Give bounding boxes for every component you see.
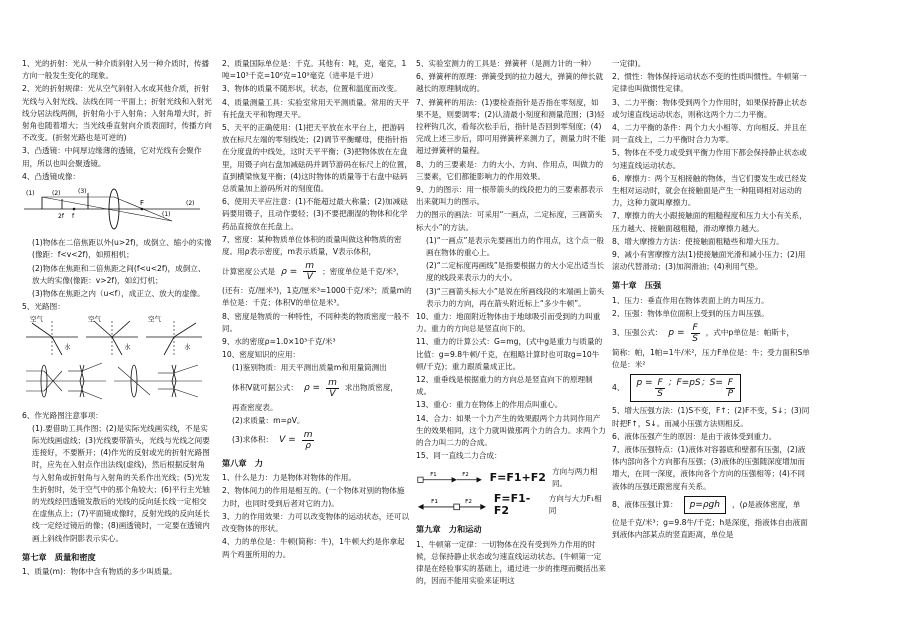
para-lookup-table: 再查密度表。 <box>232 402 278 412</box>
pressure-formula-suffix: ，式中p单位是：帕斯卡， <box>705 328 795 338</box>
pressure-formula-prefix: 3、压强公式： <box>612 328 663 338</box>
imaging-case-2: (2)物体在焦距和二倍焦距之间(f<u<2f)，成倒立、放大的实像(像距：v>2f)，如幻灯机； <box>32 263 206 285</box>
identify-denominator: V <box>329 388 336 399</box>
para-mutual-force: 2、物体间力的作用是相互的。(一个物体对别的物体施力时，也同时受到后者对它的力)。 <box>222 486 405 508</box>
fig2-water-3: 水 <box>184 343 191 352</box>
identify-formula-suffix: 求出物质密度， <box>344 383 399 393</box>
chapter-10-title: 第十章 压强 <box>612 280 662 291</box>
para-step-3: (3)“三画箭头标大小”是说在所画线段的末端画上箭头表示力的方向，再在箭头附近标上“多少牛顿”。 <box>426 286 605 308</box>
density-numerator: m <box>305 261 315 272</box>
volume-symbol: V = <box>279 435 296 446</box>
lens-diagram <box>22 185 212 235</box>
fig2-water-1: 水 <box>64 343 71 352</box>
para-increase-friction: 8、增大摩擦力方法：使接触面粗糙些和增大压力。 <box>612 236 784 246</box>
para-balance-usage: 5、天平的正确使用：(1)把天平放在水平台上，把游码放在标尺左端的零刻线处；(2)调节平衡螺母，使指针指在分度盘的中线处，这时天平平衡；(3)把物体放在左盘里，用镊子向右盘加减砝码并调节游码在标尺上的位置，直到横梁恢复平衡；(4)这时物体的质量等于右盘中砝码总质量加上游码所对的刻度值。 <box>222 123 412 194</box>
fig1-label-1: (1) <box>26 190 35 198</box>
liquid-pressure-suffix: ，(ρ是液体密度，单 <box>731 499 801 509</box>
density-denominator: V <box>306 272 313 283</box>
same-direction-composition <box>416 466 606 490</box>
para-law-continued: 一定律)。 <box>612 59 646 68</box>
para-what-is-force: 1、什么是力：力是物体对物体的作用。 <box>222 473 356 483</box>
para-identify-substance: (1)鉴别物质：用天平测出质量m和用量筒测出 <box>232 363 387 373</box>
pressure-variant-fraction-2 <box>726 378 735 399</box>
para-friction-size: 7、摩擦力的大小跟接触面的粗糙程度和压力大小有关系，压力越大、接触面越粗糙，滑动摩擦力越大。 <box>612 211 807 233</box>
chapter-8-title: 第八章 力 <box>222 458 263 469</box>
same-f2-label: F2 <box>462 471 469 478</box>
pressure-denominator: S <box>692 334 698 345</box>
pressure-variant-mid: ；F=pS；S= <box>667 378 723 389</box>
para-convex-lens: 3、凸透镜：中间厚边缘薄的透镜，它对光线有会聚作用，所以也叫会聚透镜。 <box>22 146 202 168</box>
same-direction-note: 方向与两力相同。 <box>551 466 598 488</box>
pressure-fraction <box>691 323 700 344</box>
para-mass-invariance: 3、物体的质量不随形状，状态，位置和温度而改变。 <box>222 84 402 94</box>
column-2 <box>222 58 412 630</box>
para-force-composition: 15、同一直线二力合成： <box>416 451 502 461</box>
liquid-pressure-box: p=ρgh <box>684 496 726 514</box>
imaging-case-3: (3)物体在焦距之内（u<f），成正立、放大的虚像。 <box>32 289 205 299</box>
variant-2-denominator: P <box>727 389 734 400</box>
ray-diagrams-svg <box>22 315 206 403</box>
lens-ray-panels <box>26 363 202 399</box>
same-direction-equation: F=F1+F2 <box>489 470 546 484</box>
identify-formula <box>222 378 412 399</box>
para-ray-notes-title: 6、作光路图注意事项： <box>22 410 103 420</box>
fig2-air-1: 空气 <box>30 315 43 324</box>
para-refraction-law: 2、光的折射规律：光从空气斜射入水或其他介质，折射光线与入射光线、法线在同一平面上；折射光线和入射光线分居法线两侧，折射角小于入射角；入射角增大时，折射角也随着增大；当光线垂直射向介质表面时，传播方向不改变。(折射光路也是可逆的) <box>22 84 212 143</box>
density-formula <box>222 261 412 282</box>
fig1-label-f: f <box>72 213 75 221</box>
para-mass-tool: 4、质量测量工具：实验室常用天平测质量。常用的天平有托盘天平和物理天平。 <box>222 97 410 119</box>
para-change-pressure: 5、增大压强方法：(1)S不变，F↑；(2)F不变，S↓；(3)同时把F↑，S↓。而减小压强方法则相反。 <box>612 406 810 428</box>
para-resultant-force: 14、合力：如果一个力产生的效果跟两个力共同作用产生的效果相同，这个力就叫做那两个力的合力。求两个力的合力叫二力的合成。 <box>416 413 606 448</box>
para-force-unit: 4、力的单位是：牛顿(简称：牛)，1牛顿大约是你拿起两个鸡蛋所用的力。 <box>222 537 405 559</box>
fig2-water-2: 水 <box>124 343 131 352</box>
fig1-label-3: (3) <box>78 188 87 196</box>
pressure-variants <box>612 374 810 402</box>
para-balanced-forces: 3、二力平衡：物体受到两个力作用时，如果保持静止状态或匀速直线运动状态，则称这两个力二力平衡。 <box>612 97 807 119</box>
para-spring-principle: 6、弹簧秤的原理：弹簧受到的拉力越大，弹簧的伸长就越长的原理制成的。 <box>416 72 604 94</box>
fig1-label-img1: (1) <box>162 211 171 219</box>
para-force-effects: 3、力的作用效果：力可以改变物体的运动状态，还可以改变物体的形状。 <box>222 511 410 534</box>
pressure-numerator: F <box>692 323 698 334</box>
volume-denominator: ρ <box>305 441 311 452</box>
ray-diagrams <box>22 315 212 407</box>
para-density-applications: 10、密度知识的应用： <box>222 350 301 360</box>
para-density: 7、密度：某种物质单位体积的质量叫做这种物质的密度。用ρ表示密度，m表示质量，V表示体积， <box>222 234 402 257</box>
para-mass-unit: 2、质量国际单位是：千克。其他有：吨，克，毫克，1吨=10³千克=10⁶克=10⁹毫克（进率是千进） <box>222 59 407 81</box>
para-ray-notes: (1).要借助工具作图；(2)是实际光线画实线，不是实际光线画虚线；(3)光线要带箭头，光线与光线之间要连接好，不要断开；(4)作光的反射或光的折射光路图时，应先在入射点作出法线(虚线)，然后根据反射角与入射角或折射角与入射角的关系作出光线；(5)光发生折射时，处于空气中的那个角较大；(6)平行主光轴的光线经凹透镜发散后的光线的反向延长线一定相交在虚焦点上；(7)平面镜成像时，反射光线的反向延长线一定经过镜后的像；(8)画透镜时，一定要在透镜内画上斜线作阴影表示实心。 <box>32 423 210 543</box>
volume-fraction <box>302 430 315 451</box>
para-balance-notes: 6、使用天平应注意：(1)不能超过最大称量；(2)加减砝码要用镊子，且动作要轻；(3)不要把潮湿的物体和化学药品直接放在托盘上。 <box>222 197 408 231</box>
para-plumb-line: 12、重垂线是根据重力的方向总是竖直向下的原理制成。 <box>416 375 593 397</box>
para-gravity-formula: 11、重力的计算公式：G=mg，(式中g是重力与质量的比值：g=9.8牛顿/千克，在粗略计算时也可取g=10牛顿/千克)；重力跟质量成正比。 <box>416 337 603 371</box>
chapter-9-title: 第九章 力和运动 <box>416 524 482 535</box>
pressure-formula <box>612 323 810 344</box>
variant-2-numerator: F <box>727 378 733 389</box>
para-liquid-pressure-cause: 6、液体压强产生的原因：是由于液体受到重力。 <box>612 431 777 441</box>
para-newton-first-law: 1、牛顿第一定律：一切物体在没有受到外力作用的时候，总保持静止状态或匀速直线运动状态。(牛顿第一定律是在经验事实的基础上，通过进一步的推理而概括出来的，因而不能用实验来证明这 <box>416 539 606 586</box>
same-direction-arrows <box>416 470 484 486</box>
para-step-1: (1)“一画点”是表示先要画出力的作用点，这个点一般画在物体的重心上。 <box>426 235 605 258</box>
identify-rho: ρ = <box>303 383 321 394</box>
density-formula-suffix: ；密度单位是千克/米³， <box>322 266 404 276</box>
para-mass: 1、质量(m)：物体中含有物质的多少叫质量。 <box>22 567 177 577</box>
opposite-direction-note: 方向与大力F₁相同 <box>548 493 602 516</box>
opposite-direction-arrows <box>416 497 488 513</box>
fig2-air-2: 空气 <box>88 315 101 324</box>
same-f1-label: F1 <box>430 471 437 478</box>
column-3 <box>416 58 606 630</box>
fig1-label-img2: (2) <box>186 200 195 208</box>
para-reduce-friction: 9、减小有害摩擦方法(1)使接触面光滑和减小压力；(2)用滚动代替滑动；(3)加润滑油；(4)利用气垫。 <box>612 250 806 272</box>
refraction-panel-3 <box>146 315 202 355</box>
imaging-case-1: (1)物体在二倍焦距以外(u>2f)，成倒立、缩小的实像(像距：f<v<2f)，如照相机； <box>32 238 212 260</box>
fig1-label-F: F <box>140 199 145 208</box>
volume-formula-prefix: (3)求体积： <box>232 435 274 445</box>
para-force-elements: 8、力的三要素是：力的大小、方向、作用点，叫做力的三要素，它们都能影响力的作用效果。 <box>416 159 604 181</box>
fig1-label-2f: 2f <box>58 213 64 221</box>
column-1 <box>22 58 212 630</box>
lens-diagram-svg <box>22 185 202 231</box>
opp-f1-label: F1 <box>431 499 438 506</box>
para-refraction: 1、光的折射：光从一种介质斜射入另一种介质时，传播方向一般发生变化的现象。 <box>22 59 210 81</box>
identify-fraction <box>326 378 339 399</box>
para-force-diagram-method: 力的图示的画法：可采用“一画点，二定标度，三画箭头标大小”的方法。 <box>416 210 603 232</box>
para-spring-usage: 7、弹簧秤的用法：(1)要检查指针是否指在零刻度，如果不是，则要调零；(2)认清最小刻度和测量范围；(3)轻拉秤钩几次，看每次松手后，指针是否回到零刻度；(4)完成上述三步后，即可用弹簧秤来测力了，测量力时不能超过弹簧秤的量程。 <box>416 97 606 156</box>
fig1-label-2: (2) <box>52 190 61 198</box>
para-balance-conditions: 4、二力平衡的条件：两个力大小相等、方向相反、并且在同一直线上，二力平衡时合力为零。 <box>612 123 807 145</box>
para-lens-imaging: 4、凸透镜成像： <box>22 171 80 181</box>
density-formula-prefix: 计算密度公式是 <box>222 266 276 276</box>
column-4 <box>612 58 810 630</box>
pressure-variant-box: p = $\frac{F}{S}$ ；F=pS；S= $\frac{F}{P}$ <box>630 374 741 402</box>
para-pressure-force: 1、压力：垂直作用在物体表面上的力叫压力。 <box>612 295 769 305</box>
opposite-direction-composition <box>416 493 606 517</box>
para-balance-state: 5、物体在不受力或受到平衡力作用下都会保持静止状态或匀速直线运动状态。 <box>612 148 807 170</box>
opp-f2-label: F2 <box>465 499 473 506</box>
variant-1-denominator: S <box>657 389 663 400</box>
pressure-variant-fraction-1 <box>655 378 664 399</box>
para-pressure: 2、压强：物体单位面积上受到的压力叫压强。 <box>612 308 769 318</box>
rho-symbol: ρ = <box>281 266 298 277</box>
identify-formula-prefix: 体积V就可据公式： <box>232 383 298 393</box>
para-find-mass: (2)求质量：m=ρV。 <box>232 415 305 425</box>
para-inertia: 2、惯性：物体保持运动状态不变的性质叫惯性。牛顿第一定律也叫做惯性定律。 <box>612 72 807 94</box>
para-density-units: (还有：克/厘米³)，1克/厘米³=1000千克/米³；质量m的单位是：千克；体积V的单位是米³。 <box>222 286 412 308</box>
volume-numerator: m <box>303 430 313 441</box>
para-step-2: (2)“二定标度再画线”是指要根据力的大小定出适当长度的线段来表示力的大小。 <box>426 261 605 283</box>
para-gravity: 10、重力：地面附近物体由于地球吸引而受到的力叫重力。重力的方向总是竖直向下的。 <box>416 312 601 334</box>
para-center-of-gravity: 13、重心：重力在物体上的作用点叫重心。 <box>416 400 563 410</box>
para-liquid-pressure-features: 7、液体压强特点：(1)液体对容器底和壁都有压强，(2)液体内部向各个方向都有压强；(3)液体的压强随深度增加而增大，在同一深度，液体向各个方向的压强相等；(4)不同液体的压强还跟密度有关系。 <box>612 445 806 491</box>
para-ray-diagram: 5、光路图： <box>22 302 65 312</box>
identify-numerator: m <box>328 377 337 388</box>
pressure-symbol: p = <box>668 328 685 339</box>
opposite-direction-equation: F=F1-F2 <box>493 491 531 518</box>
refraction-panel-2 <box>86 315 138 355</box>
fig2-air-3: 空气 <box>148 315 161 324</box>
pressure-variants-prefix: 4、 <box>612 383 625 393</box>
para-force-diagram: 9、力的图示：用一根带箭头的线段把力的三要素都表示出来就叫力的图示。 <box>416 185 604 207</box>
chapter-7-title: 第七章 质量和密度 <box>22 551 96 562</box>
liquid-pressure-prefix: 8、液体压强计算： <box>612 499 678 509</box>
para-pressure-units: 简称：帕，1帕=1牛/米²，压力F单位是：牛；受力面积S单位是：米² <box>612 348 810 370</box>
para-friction: 6、摩擦力：两个互相接触的物体，当它们要发生或已经发生相对运动时，就会在接触面是产生一种阻碍相对运动的力，这种力就叫摩擦力。 <box>612 173 807 208</box>
liquid-pressure-formula <box>612 496 810 514</box>
para-density-property: 8、密度是物质的一种特性，不同种类的物质密度一般不同。 <box>222 311 410 333</box>
para-liquid-pressure-units: 位是千克/米³；g=9.8牛/千克；h是深度，指液体自由液面到液体内部某点的竖直距离，单位是 <box>612 518 808 540</box>
variant-1-numerator: F <box>657 378 663 389</box>
volume-formula <box>222 430 412 451</box>
para-water-density: 9、水的密度ρ=1.0×10³千克/米³ <box>222 337 336 347</box>
para-force-tool: 5、实验室测力的工具是：弹簧秤（是测力计的一种） <box>416 59 596 68</box>
density-fraction <box>303 261 316 282</box>
refraction-panel-1 <box>26 315 78 355</box>
